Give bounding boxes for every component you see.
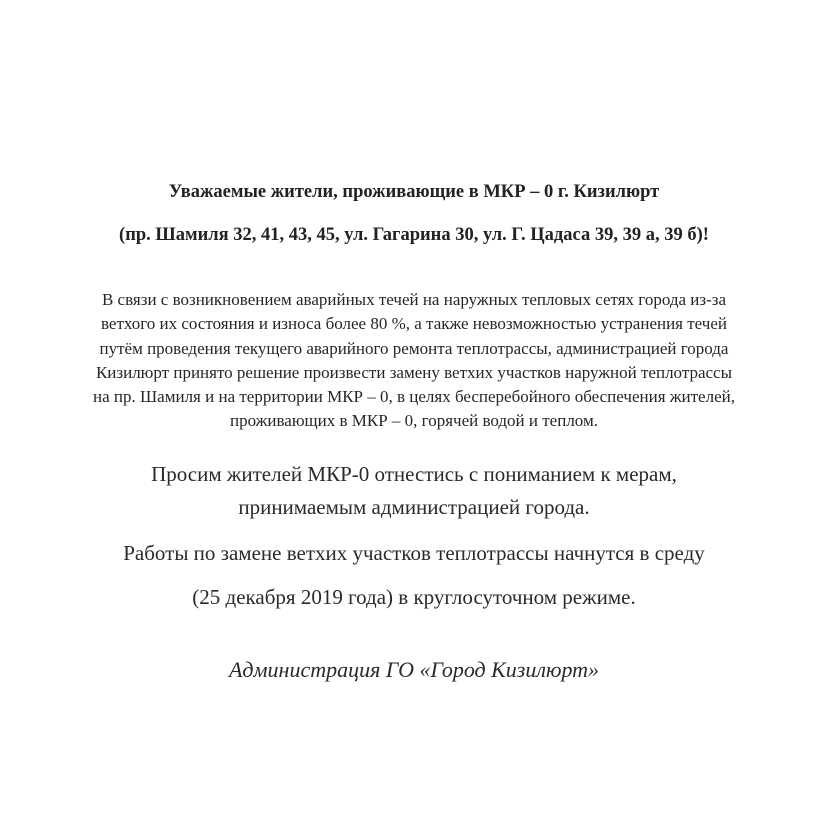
body-line: путём проведения текущего аварийного ремонта теплотрассы, администрацией города [99,338,729,358]
works-line-1: Работы по замене ветхих участков теплотрассы начнутся в среду [123,541,705,565]
notice-body-paragraph [0,288,828,434]
body-line: Кизилюрт принято решение произвести замену ветхих участков наружной теплотрассы [95,362,733,382]
appeal-line-2: принимаемым администрацией города. [238,495,590,519]
notice-heading-line-1: Уважаемые жители, проживающие в МКР – 0 г. Кизилюрт [168,182,660,202]
body-line: В связи с возникновением аварийных течей на наружных тепловых сетях города из-за [101,290,727,309]
notice-heading-line-2: (пр. Шамиля 32, 41, 43, 45, ул. Гагарина 30, ул. Г. Цадаса 39, 39 а, 39 б)! [119,225,709,245]
body-line: ветхого их состояния и износа более 80 %, а также невозможностью устранения течей [100,314,727,334]
appeal-line-1: Просим жителей МКР-0 отнестись с пониманием к мерам, [151,462,677,486]
body-line: проживающих в МКР – 0, горячей водой и теплом. [229,411,598,431]
signature: Администрация ГО «Город Кизилюрт» [228,657,600,682]
works-line-2: (25 декабря 2019 года) в круглосуточном режиме. [192,585,636,609]
body-line: на пр. Шамиля и на территории МКР – 0, в целях бесперебойного обеспечения жителей, [93,387,735,407]
